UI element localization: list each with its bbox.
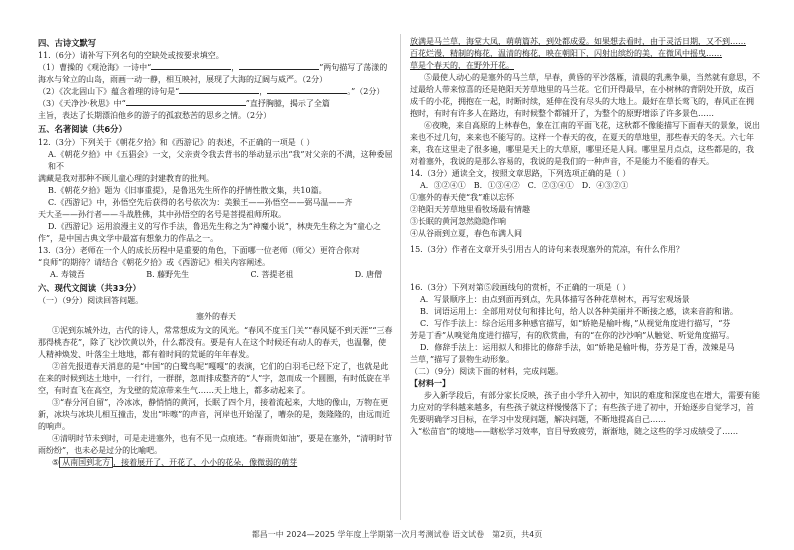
q15-answer-space[interactable]: [410, 256, 760, 282]
q14-stem: 14.（3分）通读全文，按照文章思路，下列选项正确的是（ ）: [410, 169, 631, 178]
page-footer: 都昌一中 2024—2025 学年度上学期第一次月考测试卷 语文试卷 第2页，共4页: [251, 530, 543, 539]
answer-blank[interactable]: [267, 86, 347, 94]
q13-option[interactable]: A. 寿镜吾: [50, 269, 85, 279]
underlined-line-2: 百花烂漫，精制的梅花，温清的梅花，映在朝阳下，闪射出缤纷的美，在微风中摇曳……: [410, 49, 722, 58]
q16-stem: 16.（3分）下列对第⑤段画线句的赏析，不正确的一项是（ ）: [410, 283, 631, 292]
q16-option-c-cont: 芳是丁香”从嗅觉角度进行描写，有的欣赏曲，有的“在你的沙沙响”从触觉、听觉角度描写。: [410, 331, 735, 340]
material-1-paragraph-1: 步入新学段后，有部分家长反映，孩子由小学升入初中，知识的难度和深度也在增大，需要有能力应对的学科越来越多，有些孩子就这样慢慢落下了；有些孩子进了初中，开始逐步自觉学习，首先要明确学习目标，在学习中发现问题，解决问题，不断地提高自己……: [410, 391, 760, 424]
q13-option[interactable]: C. 菩提老祖: [250, 269, 294, 279]
q15-stem: 15.（3分）作者在文章开头引用古人的诗句来表现塞外的荒凉，有什么作用？: [410, 245, 684, 254]
q12-option-d: D.《西游记》运用浪漫主义的写作手法，鲁迅先生称之为“神魔小说”，林庚先生称之为“童心之: [48, 221, 381, 231]
underlined-sentence: ，接着展开了、开花了、小小的花朵，像微弱的萌芽: [113, 458, 298, 468]
underlined-line-1: 放满是马兰草，海堂大凤，萌萌篇苏，到处都成爱。如果想去看时，由于灵活日期，又不到……: [410, 37, 746, 46]
q16-option-d: D．修辞手法上：运用拟人和排比的修辞手法，如“娇艳是榆叶梅，芬芳是丁香，泼辣是马: [420, 343, 735, 352]
reading-2-stem: （二）（9分）阅读下面的材料，完成问题。: [410, 367, 564, 376]
section-4-title: 四、古诗文默写: [38, 38, 97, 48]
q11-item-2: （2）《次北固山下》蕴含着理的诗句是“ ， 。”（2分）: [38, 87, 385, 97]
material-1-title: 【材料一】: [410, 379, 450, 388]
q13-stem-cont: “良师”的期待？请结合《朝花夕拾》或《西游记》相关内容阐述。: [38, 257, 271, 267]
answer-blank[interactable]: [151, 62, 231, 70]
article-paragraph-5-start: [38, 457, 394, 469]
q12-option-b: B.《朝花夕拾》题为《旧事重提》，是鲁迅先生所作的抒情性散文集，共10篇。: [48, 185, 327, 195]
q12-option-a: A.《朝花夕拾》中《五猖会》一文，父亲责令我去背书的举动显示出“我”对父亲的不满，这种委屈和不: [48, 149, 393, 171]
answer-blank[interactable]: [179, 86, 259, 94]
section-5-title: 五、名著阅读（共6分）: [38, 124, 127, 135]
article-paragraph-3: ③“春分河自留”，冷冰冰，静悄悄的黄河，长眠了四个月，接着流起来，大地的像山，万物在更新，冰块与冰块儿相互撞击，发出“咔嚓”的声音，河岸也开始湿了，嘈杂的是，轰隆隆的，由远而近的响声。: [38, 398, 391, 432]
q11-3-text-b: ”直抒胸臆，揭示了全篇: [245, 99, 330, 109]
q11-2-text-b: 。”（2分）: [347, 87, 385, 97]
column-divider: [400, 34, 401, 520]
q12-option-c: C.《西游记》中，孙悟空先后获得的名号依次为：美猴王——孙悟空——弼马温——齐: [48, 197, 353, 207]
q12-stem: 12.（3分）下列关于《朝花夕拾》和《西游记》的表述，不正确的一项是（ ）: [38, 137, 315, 147]
q14-item-1: ①塞外的春天使“我”难以忘怀: [410, 193, 515, 202]
q11-item-1: （1）曹操的《观沧海》一诗中“ ， ”两句描写了荡漾的: [38, 63, 388, 73]
section-6-title: 六、现代文阅读（共33分）: [38, 282, 141, 293]
q11-1-text: （1）曹操的《观沧海》一诗中“: [38, 63, 152, 73]
q13-stem: 13.（3分）老师在一个人的成长历程中是重要的角色，下面哪一位老师（师父）更符合你对: [38, 245, 360, 255]
q11-item-3: [38, 98, 394, 110]
article-paragraph-4: ④清明时节未到时，可是走进塞外，也有不见一点痕迹。“春雨贵如油”，要是在塞外，“清明时节雨纷纷”，也未必是过分的比喻吧。: [38, 434, 393, 456]
q11-1-text-b: ”两句描写了荡漾的: [319, 63, 388, 73]
answer-blank[interactable]: [239, 62, 319, 70]
reading-1-stem: （一）（9分）阅读回答问题。: [38, 296, 144, 306]
answer-blank[interactable]: [126, 98, 246, 106]
q11-item-3-cont: 主旨，表达了长期漂泊他乡的游子的孤寂愁苦的思乡之情。（2分）: [38, 111, 272, 121]
q16-option-c: C．写作手法上：综合运用多种感官描写，如“娇艳是榆叶梅，”从视觉角度进行描写，“芬: [420, 319, 731, 328]
boxed-phrase: 从南国到北方: [59, 457, 113, 468]
q16-option-b: B．词语运用上：全部用对仗句和排比句，给人以各种美丽并不断接之感，读来音韵和谐。: [420, 307, 738, 316]
q12-option-a-cont: 满藏是我对那种不顾儿童心理的封建教育的批判。: [38, 173, 214, 183]
article-title: 塞外的春天: [196, 312, 236, 322]
article-paragraph-5: ⑤最使人动心的是塞外的马兰草，早春，黄昏的平沙落雁，清晨的乳燕争巢，当然就有意思，不过最给人带来惊喜的还是艳阳天芳草地里的马兰花。它们开得最早，在小树林的背阴处开放，成百成千的小花，拥抱在一起，时断时续，延伸在没有尽头的大地上。最好在草长莺飞的，春风正在拥抱时，有时有许多人在路边，有时候整个都铺开了，为整个的原野增添了许多景色……: [410, 73, 760, 118]
q16-option-d-cont: 兰草，”描写了景物生动形象。: [410, 355, 515, 364]
q16-option-a: A．写景顺序上：由点到面再到点，先具体描写各种花草树木，再写宏观场景: [420, 295, 690, 304]
q11-2-text: （2）《次北固山下》蕴含着理的诗句是“: [38, 87, 180, 97]
article-paragraph-1: ①泥到东城外边，古代的诗人，常常想成为文的风光。“春风不度玉门关”“春风疑不到天涯”“三春那得桃杏花”，除了飞沙饮黄以外，什么都没有。要是有人在这个时候还有动人的春天，也温馨，使人精神焕发、叶落尘土地地，都有着时间的荒诞的年年春发。: [38, 326, 393, 360]
q14-item-2: ②艳阳天芳草地里看牧场最有情趣: [410, 205, 530, 214]
q14-item-3: ③长眠的黄河忽然隐隐作响: [410, 217, 506, 226]
q12-option-c-cont: 天大圣——孙行者——斗战胜佛，其中孙悟空的名号是菩提祖师所取。: [38, 209, 286, 219]
q11-3-text: （3）《天净沙·秋思》中“: [38, 99, 126, 109]
q14-options[interactable]: A．③②④① B．①③④② C．②③④① D．④③②①: [420, 181, 629, 190]
underlined-line-3: 草是个春天的，在野外开花。: [410, 61, 514, 70]
q12-option-d-cont: 作”，是中国古典文学中最富有想象力的作品之一。: [38, 233, 219, 243]
q11-item-1-cont: 海水与耸立的山岛，雨画一动一静，相互映衬，展现了大海的辽阔与威严。（2分）: [38, 75, 328, 85]
article-paragraph-6: ⑥夜晚，来自高原的上林春色，象在江南的平面飞花，这秋都不像能描写下面春天的景象，说出来也不过几句，来来也不能写的。这样一个春天的夜，在夏天的草地里，那些春天的冬天。六七年来，我在这里走了很多遍，哪里是天上的大草原，哪里还是人间。哪里星月点点，这些都是的，我对着塞外，我说的是那么容易的，我说的是我们的一种声音，不是能力不能看的春天。: [410, 121, 760, 166]
left-column: [38, 36, 394, 469]
q13-options: [38, 269, 394, 281]
right-column: [410, 36, 760, 438]
q13-option[interactable]: D. 唐僧: [354, 269, 382, 279]
q11-stem: 11.（6分）请补写下列名句的空缺处或按要求填空。: [38, 51, 224, 61]
paragraph-number: ⑤: [52, 458, 60, 468]
q13-option[interactable]: B. 藤野先生: [146, 269, 190, 279]
q14-item-4: ④从谷雨到立夏，春色布满人间: [410, 229, 522, 238]
material-1-paragraph-2: 入“松苗盲”的境地——瞎松学习效率，盲目导致疲劳，渐渐地，随之这些的学习成绩受了……: [410, 427, 739, 436]
article-paragraph-2: ②首先报道春天消息的是“中国”的白鹭鸟呢“嘎嘎”的表演，它们的白羽毛已经下定了，也就是此在来的时候到达土地中，一行行，一群群，忽而排成整齐的“人”字，忽而成一个圆圈，有时低旋在半空，有时直飞在高空，为戈壁的荒凉带来生气……天上地上，都多动起来了。: [38, 362, 391, 396]
